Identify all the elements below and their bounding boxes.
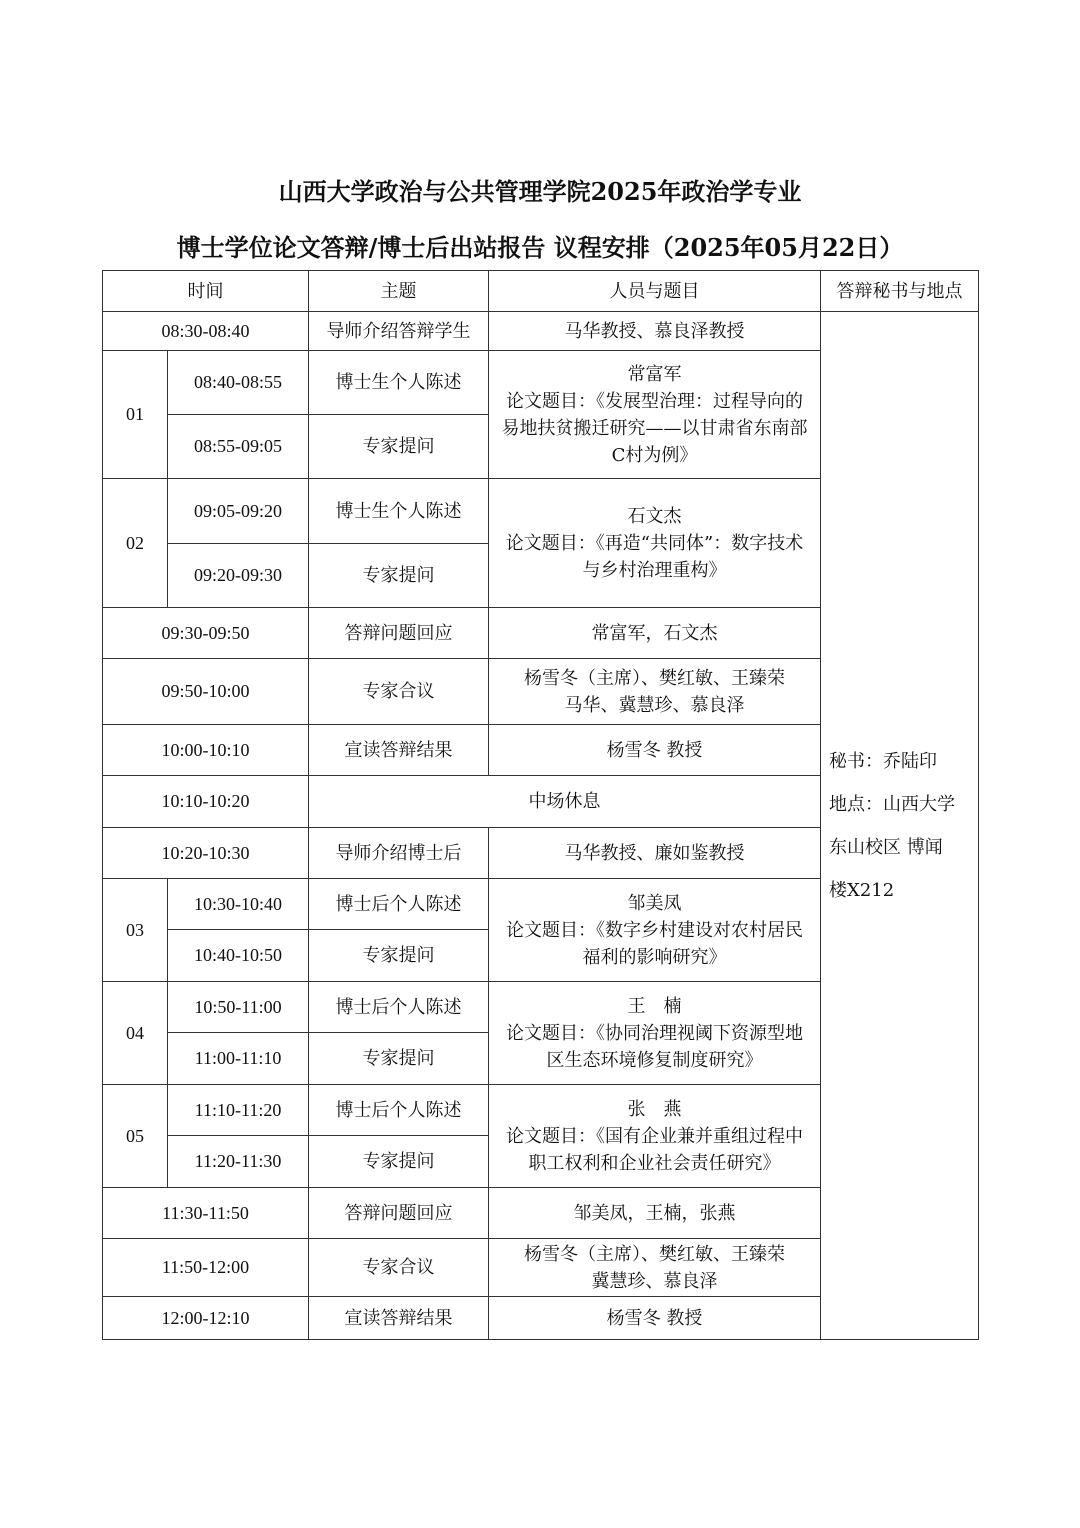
topic-cell: 专家提问 <box>309 415 489 479</box>
thesis-title: 论文题目：《发展型治理：过程导向的易地扶贫搬迁研究——以甘肃省东南部C村为例》 <box>501 390 808 466</box>
people-cell <box>489 1085 821 1188</box>
people-cell <box>489 351 821 479</box>
time-cell: 11:50-12:00 <box>103 1239 309 1297</box>
session-number: 04 <box>103 982 168 1085</box>
time-cell: 10:20-10:30 <box>103 828 309 879</box>
candidate-name: 张 燕 <box>627 1098 682 1120</box>
people-cell: 马华教授、廉如鉴教授 <box>489 828 821 879</box>
thesis-title: 论文题目：《再造“共同体”：数字技术与乡村治理重构》 <box>505 532 804 581</box>
topic-cell: 专家合议 <box>309 1239 489 1297</box>
topic-cell: 专家提问 <box>309 930 489 982</box>
committee-line-1: 杨雪冬（主席）、樊红敏、王臻荣 <box>524 1243 785 1265</box>
candidate-name: 常富军 <box>627 363 682 385</box>
people-cell <box>489 982 821 1085</box>
people-cell <box>489 479 821 608</box>
time-cell: 08:55-09:05 <box>168 415 309 479</box>
topic-cell: 宣读答辩结果 <box>309 1297 489 1340</box>
thesis-title: 论文题目：《协同治理视阈下资源型地区生态环境修复制度研究》 <box>506 1022 803 1071</box>
topic-cell: 博士后个人陈述 <box>309 879 489 930</box>
time-cell: 11:10-11:20 <box>168 1085 309 1136</box>
header-secretary: 答辩秘书与地点 <box>821 271 979 312</box>
time-cell: 09:50-10:00 <box>103 659 309 725</box>
time-cell: 11:00-11:10 <box>168 1033 309 1085</box>
thesis-title: 论文题目：《国有企业兼并重组过程中职工权利和企业社会责任研究》 <box>506 1125 803 1174</box>
topic-cell: 专家提问 <box>309 1033 489 1085</box>
time-cell: 09:20-09:30 <box>168 544 309 608</box>
topic-cell: 专家提问 <box>309 544 489 608</box>
people-cell: 常富军，石文杰 <box>489 608 821 659</box>
topic-cell: 专家合议 <box>309 659 489 725</box>
topic-cell: 博士后个人陈述 <box>309 982 489 1033</box>
people-cell <box>489 879 821 982</box>
page-title-line-1: 山西大学政治与公共管理学院2025年政治学专业 <box>278 177 802 206</box>
time-cell: 10:50-11:00 <box>168 982 309 1033</box>
page-title-line-2: 博士学位论文答辩/博士后出站报告 议程安排（2025年05月22日） <box>176 233 904 262</box>
topic-cell: 答辩问题回应 <box>309 1188 489 1239</box>
time-cell: 11:30-11:50 <box>103 1188 309 1239</box>
session-number: 05 <box>103 1085 168 1188</box>
header-row <box>103 271 979 312</box>
time-cell: 08:40-08:55 <box>168 351 309 415</box>
committee-line-2: 冀慧珍、慕良泽 <box>591 1270 718 1292</box>
time-cell: 12:00-12:10 <box>103 1297 309 1340</box>
agenda-table <box>102 270 979 1340</box>
topic-cell: 导师介绍博士后 <box>309 828 489 879</box>
table-row <box>103 312 979 351</box>
time-cell: 10:30-10:40 <box>168 879 309 930</box>
header-topic: 主题 <box>309 271 489 312</box>
time-cell: 10:40-10:50 <box>168 930 309 982</box>
candidate-name: 石文杰 <box>627 505 682 527</box>
location-line-1: 地点：山西大学 <box>829 793 955 815</box>
people-cell: 杨雪冬 教授 <box>489 1297 821 1340</box>
time-cell: 10:00-10:10 <box>103 725 309 776</box>
topic-cell: 专家提问 <box>309 1136 489 1188</box>
committee-line-2: 马华、冀慧珍、慕良泽 <box>564 694 745 716</box>
committee-line-1: 杨雪冬（主席）、樊红敏、王臻荣 <box>524 667 785 689</box>
location-line-3: 楼X212 <box>829 879 895 901</box>
header-time: 时间 <box>103 271 309 312</box>
candidate-name: 邹美凤 <box>627 892 682 914</box>
session-number: 02 <box>103 479 168 608</box>
topic-cell: 宣读答辩结果 <box>309 725 489 776</box>
people-cell: 邹美凤，王楠，张燕 <box>489 1188 821 1239</box>
session-number: 03 <box>103 879 168 982</box>
topic-cell: 导师介绍答辩学生 <box>309 312 489 351</box>
secretary-name: 秘书：乔陆印 <box>829 750 937 772</box>
header-people: 人员与题目 <box>489 271 821 312</box>
secretary-cell <box>821 312 979 1340</box>
thesis-title: 论文题目：《数字乡村建设对农村居民福利的影响研究》 <box>506 919 803 968</box>
topic-cell: 博士生个人陈述 <box>309 351 489 415</box>
time-cell: 08:30-08:40 <box>103 312 309 351</box>
time-cell: 11:20-11:30 <box>168 1136 309 1188</box>
people-cell: 马华教授、慕良泽教授 <box>489 312 821 351</box>
people-cell <box>489 659 821 725</box>
time-cell: 09:05-09:20 <box>168 479 309 544</box>
time-cell: 09:30-09:50 <box>103 608 309 659</box>
topic-cell: 博士后个人陈述 <box>309 1085 489 1136</box>
people-cell: 杨雪冬 教授 <box>489 725 821 776</box>
topic-cell: 博士生个人陈述 <box>309 479 489 544</box>
people-cell <box>489 1239 821 1297</box>
location-line-2: 东山校区 博闻 <box>829 836 943 858</box>
candidate-name: 王 楠 <box>627 995 682 1017</box>
topic-cell: 答辩问题回应 <box>309 608 489 659</box>
session-number: 01 <box>103 351 168 479</box>
break-label: 中场休息 <box>309 776 821 828</box>
time-cell: 10:10-10:20 <box>103 776 309 828</box>
